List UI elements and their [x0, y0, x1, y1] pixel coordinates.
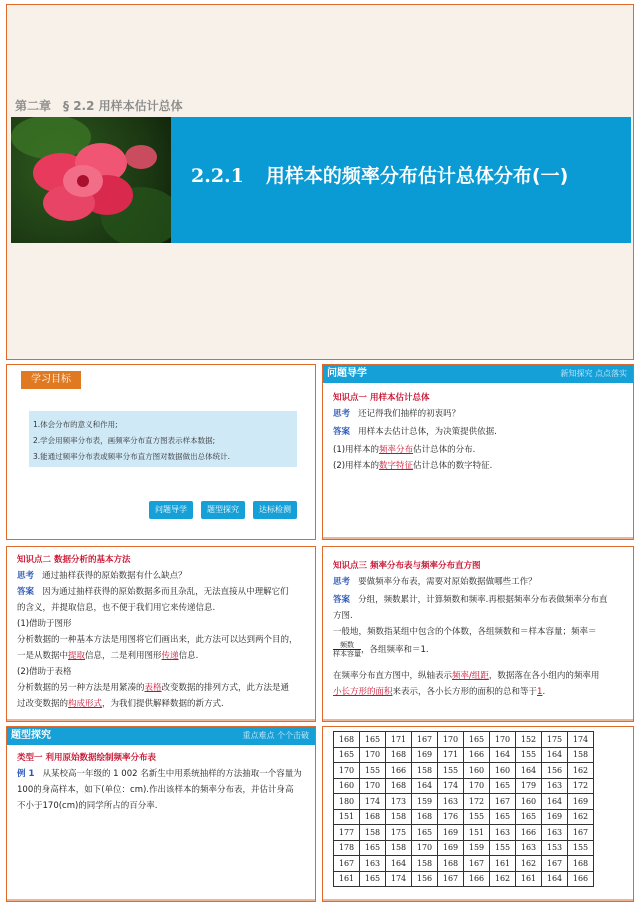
table-cell: 170 [360, 778, 386, 794]
table-cell: 152 [516, 732, 542, 748]
table-cell: 168 [360, 809, 386, 825]
table-cell: 167 [490, 794, 516, 810]
table-cell: 167 [334, 856, 360, 872]
section-header-title: 问题导学 [327, 368, 367, 379]
table-cell: 166 [516, 825, 542, 841]
table-row [334, 856, 594, 872]
section-header-title: 题型探究 [11, 730, 51, 741]
table-cell: 170 [360, 747, 386, 763]
answer-line: 答案 因为通过抽样获得的原始数据多而且杂乱，无法直接从中理解它们 [17, 587, 289, 597]
footer-divider [7, 719, 315, 721]
point-line-1: (1)用样本的频率分布估计总体的分布. [333, 445, 476, 455]
table-cell: 167 [542, 856, 568, 872]
fill-blank: 频率分布 [379, 445, 414, 455]
method-1-text-2: 一是从数据中提取信息，二是利用图形传递信息. [17, 651, 199, 661]
title-banner [11, 117, 631, 243]
table-cell: 165 [490, 809, 516, 825]
table-cell: 165 [516, 809, 542, 825]
hibiscus-photo [11, 117, 171, 243]
footer-divider [323, 899, 633, 901]
table-cell: 178 [334, 840, 360, 856]
knowledge-point-2-slide [6, 546, 316, 722]
table-cell: 160 [464, 763, 490, 779]
table-cell: 168 [568, 856, 594, 872]
definition-line: 一般地，频数指某组中包含的个体数，各组频数和＝样本容量；频率＝ [333, 627, 597, 637]
table-cell: 174 [568, 732, 594, 748]
goal-item: 2.学会用频率分布表，画频率分布直方图表示样本数据; [33, 436, 216, 445]
slide-title [191, 161, 568, 188]
table-cell: 166 [568, 871, 594, 887]
table-cell: 159 [412, 794, 438, 810]
table-cell: 174 [438, 778, 464, 794]
table-cell: 165 [360, 732, 386, 748]
nav-button-guide[interactable]: 问题导学 [149, 501, 193, 519]
answer-line: 答案 用样本去估计总体，为决策提供依据. [333, 427, 497, 437]
section-header-bar [323, 365, 633, 383]
example-slide [6, 726, 316, 902]
table-cell: 165 [360, 840, 386, 856]
table-cell: 164 [516, 763, 542, 779]
table-cell: 161 [334, 871, 360, 887]
table-cell: 151 [464, 825, 490, 841]
table-cell: 168 [438, 856, 464, 872]
table-cell: 163 [490, 825, 516, 841]
section-header-bar [7, 727, 315, 745]
knowledge-point-1-slide [322, 364, 634, 540]
kp-title: 知识点一 用样本估计总体 [333, 393, 430, 403]
footer-divider [7, 899, 315, 901]
table-cell: 168 [334, 732, 360, 748]
table-cell: 164 [542, 871, 568, 887]
table-cell: 155 [360, 763, 386, 779]
table-cell: 170 [334, 763, 360, 779]
table-cell: 174 [360, 794, 386, 810]
table-cell: 170 [464, 778, 490, 794]
title-text: 用样本的频率分布估计总体分布(一) [265, 165, 569, 187]
table-cell: 163 [516, 840, 542, 856]
table-cell: 168 [386, 747, 412, 763]
table-cell: 174 [386, 871, 412, 887]
table-cell: 164 [386, 856, 412, 872]
table-cell: 170 [438, 732, 464, 748]
table-cell: 158 [412, 763, 438, 779]
knowledge-point-3-slide [322, 546, 634, 722]
section-header-subtitle: 新知探究 点点落实 [560, 369, 627, 378]
table-row [334, 763, 594, 779]
table-row [334, 871, 594, 887]
table-cell: 160 [516, 794, 542, 810]
table-cell: 173 [386, 794, 412, 810]
table-row [334, 825, 594, 841]
table-row [334, 840, 594, 856]
table-cell: 158 [386, 840, 412, 856]
goal-item: 1.体会分布的意义和作用; [33, 420, 118, 429]
table-cell: 175 [542, 732, 568, 748]
fill-blank: 提取 [68, 651, 86, 661]
table-cell: 155 [568, 840, 594, 856]
goals-slide [6, 364, 316, 540]
fraction-numerator: 频数 [333, 641, 361, 650]
table-cell: 165 [490, 778, 516, 794]
table-cell: 161 [490, 856, 516, 872]
table-row [334, 794, 594, 810]
table-cell: 158 [412, 856, 438, 872]
table-cell: 155 [490, 840, 516, 856]
table-cell: 169 [438, 825, 464, 841]
kp-title: 知识点二 数据分析的基本方法 [17, 555, 131, 565]
table-cell: 164 [412, 778, 438, 794]
table-cell: 156 [412, 871, 438, 887]
point-line-2: (2)用样本的数字特征估计总体的数字特征. [333, 461, 493, 471]
fill-blank: 数字特征 [379, 461, 414, 471]
table-cell: 161 [516, 871, 542, 887]
fill-blank: 频率/组距 [452, 671, 489, 681]
table-cell: 176 [438, 809, 464, 825]
table-cell: 163 [542, 778, 568, 794]
footer-divider [323, 719, 633, 721]
chapter-label: 第二章 [15, 99, 52, 113]
table-cell: 155 [516, 747, 542, 763]
table-cell: 172 [568, 778, 594, 794]
answer-line-2: 的含义，并提取信息，也不便于我们用它来传递信息. [17, 603, 216, 613]
goals-box [29, 411, 297, 467]
think-line: 思考 通过抽样获得的原始数据有什么缺点？ [17, 571, 187, 581]
method-1-title: (1)借助于图形 [17, 619, 72, 629]
table-cell: 179 [516, 778, 542, 794]
table-cell: 167 [438, 871, 464, 887]
table-cell: 165 [334, 747, 360, 763]
table-cell: 163 [360, 856, 386, 872]
table-row [334, 778, 594, 794]
title-number: 2.2.1 [191, 165, 244, 187]
kp-title: 知识点三 频率分布表与频率分布直方图 [333, 561, 481, 571]
table-cell: 158 [360, 825, 386, 841]
table-row [334, 747, 594, 763]
frequency-formula: 频数 样本容量 ，各组频率和＝1. [333, 641, 429, 658]
breadcrumb [15, 97, 183, 114]
section-label: § 2.2 用样本估计总体 [63, 99, 183, 113]
answer-line: 答案 分组，频数累计，计算频数和频率.再根据频率分布表做频率分布直 [333, 595, 608, 605]
table-cell: 170 [412, 840, 438, 856]
table-cell: 156 [542, 763, 568, 779]
answer-line-2: 方图. [333, 611, 353, 621]
nav-button-explore[interactable]: 题型探究 [201, 501, 245, 519]
table-cell: 163 [542, 825, 568, 841]
table-cell: 160 [490, 763, 516, 779]
table-cell: 164 [542, 794, 568, 810]
fill-blank: 表格 [144, 683, 162, 693]
fraction-denominator: 样本容量 [333, 650, 361, 658]
table-cell: 167 [412, 732, 438, 748]
data-table-slide [322, 726, 634, 902]
section-header-subtitle: 重点难点 个个击破 [242, 731, 309, 740]
table-cell: 177 [334, 825, 360, 841]
example-line-3: 不小于170(cm)的同学所占的百分率. [17, 801, 158, 811]
table-cell: 167 [464, 856, 490, 872]
table-cell: 164 [490, 747, 516, 763]
table-cell: 171 [386, 732, 412, 748]
histogram-line: 在频率分布直方图中，纵轴表示频率/组距，数据落在各小组内的频率用 [333, 671, 600, 681]
fill-blank: 1 [537, 687, 543, 697]
table-cell: 168 [386, 778, 412, 794]
table-cell: 170 [490, 732, 516, 748]
table-cell: 167 [568, 825, 594, 841]
table-cell: 169 [438, 840, 464, 856]
table-cell: 175 [386, 825, 412, 841]
table-cell: 162 [490, 871, 516, 887]
think-line: 思考 还记得我们抽样的初衷吗？ [333, 409, 461, 419]
example-line-2: 100的身高样本，如下(单位：cm).作出该样本的频率分布表，并估计身高 [17, 785, 294, 795]
table-cell: 165 [360, 871, 386, 887]
table-cell: 162 [568, 763, 594, 779]
title-slide [6, 4, 634, 360]
table-cell: 163 [438, 794, 464, 810]
table-cell: 159 [464, 840, 490, 856]
nav-button-test[interactable]: 达标检测 [253, 501, 297, 519]
table-cell: 160 [334, 778, 360, 794]
fill-blank: 传递 [161, 651, 179, 661]
table-cell: 171 [438, 747, 464, 763]
table-cell: 155 [464, 809, 490, 825]
table-cell: 162 [516, 856, 542, 872]
method-2-text: 分析数据的另一种方法是用紧凑的表格改变数据的排列方式，此方法是通 [17, 683, 290, 693]
table-cell: 169 [412, 747, 438, 763]
table-cell: 180 [334, 794, 360, 810]
think-line: 思考 要做频率分布表，需要对原始数据做哪些工作？ [333, 577, 537, 587]
table-cell: 165 [464, 732, 490, 748]
table-row [334, 809, 594, 825]
goals-header: 学习目标 [21, 371, 81, 389]
table-row [334, 732, 594, 748]
table-cell: 151 [334, 809, 360, 825]
table-cell: 166 [386, 763, 412, 779]
table-cell: 169 [568, 794, 594, 810]
fill-blank: 小长方形的面积 [333, 687, 393, 697]
table-cell: 162 [568, 809, 594, 825]
table-cell: 166 [464, 871, 490, 887]
table-cell: 166 [464, 747, 490, 763]
type-title: 类型一 利用原始数据绘制频率分布表 [17, 753, 156, 763]
table-cell: 169 [542, 809, 568, 825]
example-line: 例 1 从某校高一年级的 1 002 名新生中用系统抽样的方法抽取一个容量为 [17, 769, 302, 779]
table-cell: 158 [568, 747, 594, 763]
method-1-text: 分析数据的一种基本方法是用图将它们画出来，此方法可以达到两个目的， [17, 635, 298, 645]
table-cell: 165 [412, 825, 438, 841]
method-2-text-2: 过改变数据的构成形式，为我们提供解释数据的新方式. [17, 699, 224, 709]
footer-divider [323, 537, 633, 539]
table-cell: 155 [438, 763, 464, 779]
table-cell: 158 [386, 809, 412, 825]
histogram-line-2: 小长方形的面积来表示，各小长方形的面积的总和等于1. [333, 687, 546, 697]
goal-item: 3.能通过频率分布表或频率分布直方图对数据做出总体统计. [33, 452, 231, 461]
fill-blank: 构成形式 [68, 699, 103, 709]
height-data-table [333, 731, 594, 887]
method-2-title: (2)借助于表格 [17, 667, 72, 677]
table-cell: 168 [412, 809, 438, 825]
table-cell: 153 [542, 840, 568, 856]
table-cell: 172 [464, 794, 490, 810]
table-cell: 164 [542, 747, 568, 763]
